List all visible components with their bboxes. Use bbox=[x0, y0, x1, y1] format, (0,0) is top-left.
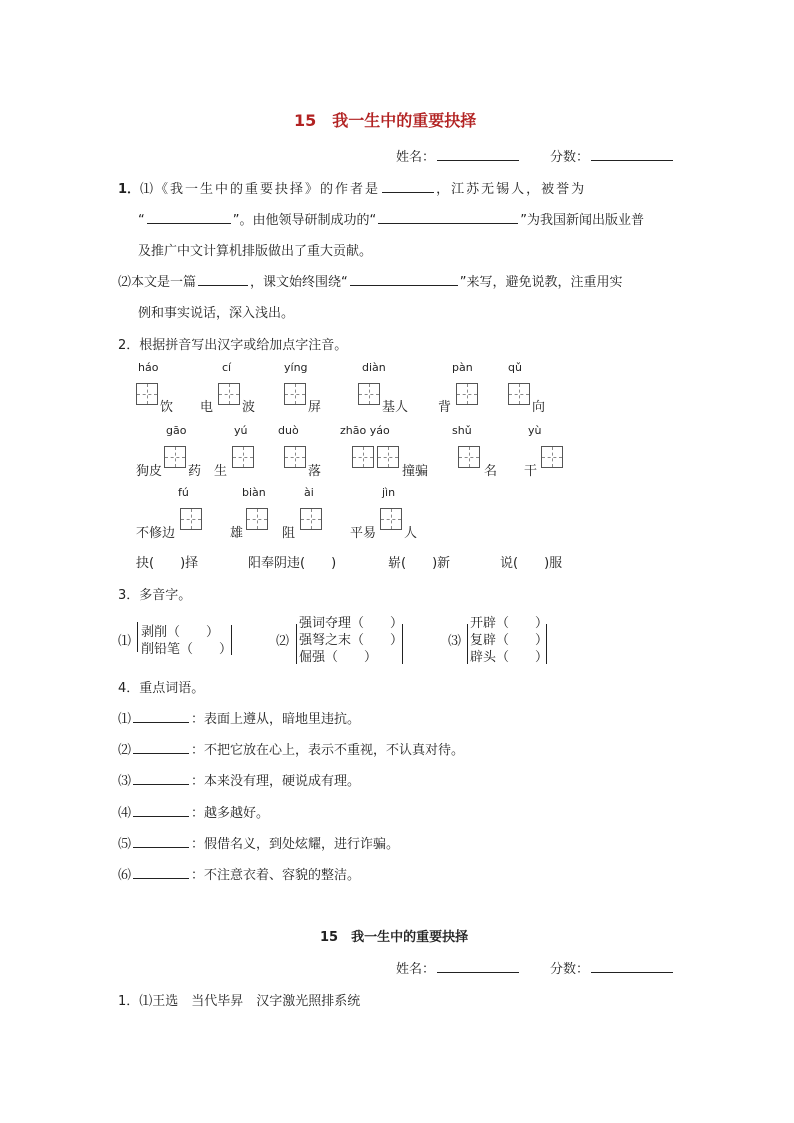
q1-line1 bbox=[118, 178, 586, 197]
q2-label: 2．根据拼音写出汉字或给加点字注音。 bbox=[118, 338, 348, 353]
q4-item bbox=[118, 708, 360, 727]
char-box[interactable] bbox=[180, 508, 202, 530]
char-box[interactable] bbox=[136, 383, 158, 405]
char-box[interactable] bbox=[352, 446, 374, 468]
name-blank[interactable] bbox=[437, 146, 519, 161]
q4-item-num: ⑵ bbox=[118, 743, 132, 758]
char-box[interactable] bbox=[164, 446, 186, 468]
q4-item-num: ⑴ bbox=[118, 712, 132, 727]
q4-item-def: ：表面上遵从，暗地里违抗。 bbox=[191, 712, 361, 727]
char-box[interactable] bbox=[218, 383, 240, 405]
pinyin: diàn bbox=[362, 361, 386, 374]
word-text: 屏 bbox=[308, 400, 322, 415]
answer-line: 1．⑴王选 当代毕昇 汉字激光照排系统 bbox=[118, 994, 361, 1009]
q4-blank[interactable] bbox=[133, 864, 189, 879]
word-text: 人 bbox=[404, 526, 418, 541]
q3-item: 削铅笔（ ） bbox=[141, 642, 233, 657]
page-title: 15 我一生中的重要抉择 bbox=[294, 111, 477, 130]
word-text: 饮 bbox=[160, 400, 174, 415]
score-blank[interactable] bbox=[591, 146, 673, 161]
brace-right bbox=[402, 624, 403, 664]
score-blank[interactable] bbox=[591, 958, 673, 973]
word-text: 干 bbox=[524, 464, 538, 479]
answer-title: 15 我一生中的重要抉择 bbox=[320, 930, 469, 945]
pinyin: ài bbox=[304, 486, 314, 499]
q3-item: 强词夺理（ ） bbox=[299, 616, 404, 631]
q1-blank-genre[interactable] bbox=[198, 271, 248, 286]
char-box[interactable] bbox=[456, 383, 478, 405]
q1-line4 bbox=[118, 271, 623, 290]
q3-item: 开辟（ ） bbox=[470, 616, 549, 631]
brace-right bbox=[231, 625, 232, 655]
pinyin-question: 抉( )择 bbox=[136, 556, 199, 571]
q4-blank[interactable] bbox=[133, 739, 189, 754]
char-box[interactable] bbox=[246, 508, 268, 530]
char-box[interactable] bbox=[541, 446, 563, 468]
word-text: 撞骗 bbox=[402, 464, 429, 479]
brace-left bbox=[137, 622, 138, 652]
char-box[interactable] bbox=[232, 446, 254, 468]
name-label: 姓名： bbox=[396, 962, 436, 977]
q1-text-b: ，江苏无锡人，被誉为 bbox=[436, 182, 587, 197]
q4-blank[interactable] bbox=[133, 708, 189, 723]
score-field bbox=[550, 146, 675, 165]
q1-number: 1． bbox=[118, 182, 141, 197]
word-text: 阻 bbox=[282, 526, 296, 541]
q4-item-num: ⑹ bbox=[118, 868, 132, 883]
q4-blank[interactable] bbox=[133, 770, 189, 785]
pinyin: qǔ bbox=[508, 361, 522, 374]
pinyin: jìn bbox=[382, 486, 396, 499]
q4-item-num: ⑷ bbox=[118, 806, 132, 821]
q3-item: 强弩之末（ ） bbox=[299, 633, 404, 648]
char-box[interactable] bbox=[380, 508, 402, 530]
score-label: 分数： bbox=[550, 962, 590, 977]
q3-label: 3．多音字。 bbox=[118, 588, 192, 603]
char-box[interactable] bbox=[377, 446, 399, 468]
pinyin: pàn bbox=[452, 361, 473, 374]
name-label: 姓名： bbox=[396, 150, 436, 165]
word-text: 不修边 bbox=[136, 526, 176, 541]
char-box[interactable] bbox=[300, 508, 322, 530]
word-text: 电 bbox=[200, 400, 214, 415]
q4-item bbox=[118, 739, 464, 758]
q1-line3: 及推广中文计算机排版做出了重大贡献。 bbox=[138, 244, 373, 259]
q4-item-def: ：假借名义，到处炫耀，进行诈骗。 bbox=[191, 837, 400, 852]
pinyin-question: 崭( )新 bbox=[388, 556, 451, 571]
pinyin: duò bbox=[278, 424, 299, 437]
pinyin: cí bbox=[222, 361, 232, 374]
char-box[interactable] bbox=[358, 383, 380, 405]
word-text: 波 bbox=[242, 400, 256, 415]
answer-name-field bbox=[396, 958, 521, 977]
char-box[interactable] bbox=[284, 446, 306, 468]
q3-item: 辟头（ ） bbox=[470, 650, 549, 665]
q4-item bbox=[118, 802, 269, 821]
q3-item: 剥削（ ） bbox=[141, 625, 220, 640]
pinyin: fú bbox=[178, 486, 189, 499]
q4-item-def: ：不把它放在心上，表示不重视，不认真对待。 bbox=[191, 743, 465, 758]
q4-item bbox=[118, 833, 399, 852]
name-blank[interactable] bbox=[437, 958, 519, 973]
q4-item-num: ⑶ bbox=[118, 774, 132, 789]
pinyin-question: 说( )服 bbox=[500, 556, 563, 571]
q4-item-def: ：越多越好。 bbox=[191, 806, 270, 821]
q1-text-d: ”为我国新闻出版业普 bbox=[520, 213, 644, 228]
pinyin: zhāo yáo bbox=[340, 424, 390, 437]
pinyin-question: 阳奉阴违( ) bbox=[248, 556, 337, 571]
q3-group1-num: ⑴ bbox=[118, 634, 132, 649]
q4-label: 4．重点词语。 bbox=[118, 681, 205, 696]
q3-group2-num: ⑵ bbox=[276, 634, 290, 649]
pinyin: yù bbox=[528, 424, 542, 437]
score-label: 分数： bbox=[550, 150, 590, 165]
q1-blank-system[interactable] bbox=[378, 209, 518, 224]
q1-text-g: ”来写，避免说教，注重用实 bbox=[459, 275, 623, 290]
q4-blank[interactable] bbox=[133, 802, 189, 817]
word-text: 落 bbox=[308, 464, 322, 479]
word-text: 狗皮 bbox=[136, 464, 163, 479]
pinyin: biàn bbox=[242, 486, 266, 499]
q1-blank-theme[interactable] bbox=[350, 271, 458, 286]
pinyin: yú bbox=[234, 424, 248, 437]
word-text: 名 bbox=[484, 464, 498, 479]
q1-quote-open: “ bbox=[138, 213, 145, 228]
q4-blank[interactable] bbox=[133, 833, 189, 848]
pinyin: shǔ bbox=[452, 424, 472, 437]
word-text: 基人 bbox=[382, 400, 409, 415]
answer-score-field bbox=[550, 958, 675, 977]
q1-text-e: ⑵本文是一篇 bbox=[118, 275, 197, 290]
name-field bbox=[396, 146, 521, 165]
q1-blank-title[interactable] bbox=[147, 209, 231, 224]
pinyin: háo bbox=[138, 361, 159, 374]
char-box[interactable] bbox=[508, 383, 530, 405]
q4-item-def: ：本来没有理，硬说成有理。 bbox=[191, 774, 361, 789]
q4-item-def: ：不注意衣着、容貌的整洁。 bbox=[191, 868, 361, 883]
q4-item-num: ⑸ bbox=[118, 837, 132, 852]
brace-left bbox=[296, 624, 297, 664]
brace-right bbox=[546, 624, 547, 664]
q1-text-c: ”。由他领导研制成功的“ bbox=[232, 213, 377, 228]
word-text: 平易 bbox=[350, 526, 377, 541]
word-text: 向 bbox=[532, 400, 546, 415]
word-text: 生 bbox=[214, 464, 228, 479]
word-text: 背 bbox=[438, 400, 452, 415]
brace-left bbox=[467, 624, 468, 664]
q3-item: 复辟（ ） bbox=[470, 633, 549, 648]
pinyin: yíng bbox=[284, 361, 308, 374]
q1-blank-author[interactable] bbox=[382, 178, 434, 193]
q4-item bbox=[118, 770, 360, 789]
q1-line5: 例和事实说话，深入浅出。 bbox=[138, 306, 295, 321]
char-box[interactable] bbox=[284, 383, 306, 405]
word-text: 雄 bbox=[230, 526, 244, 541]
char-box[interactable] bbox=[458, 446, 480, 468]
q1-text-f: ，课文始终围绕“ bbox=[250, 275, 348, 290]
word-text: 药 bbox=[188, 464, 202, 479]
pinyin: gāo bbox=[166, 424, 187, 437]
q3-item: 倔强（ ） bbox=[299, 650, 378, 665]
q1-text-a: ⑴《我一生中的重要抉择》的作者是 bbox=[140, 182, 381, 197]
q4-item bbox=[118, 864, 360, 883]
q1-line2 bbox=[138, 209, 644, 228]
q3-group3-num: ⑶ bbox=[448, 634, 462, 649]
